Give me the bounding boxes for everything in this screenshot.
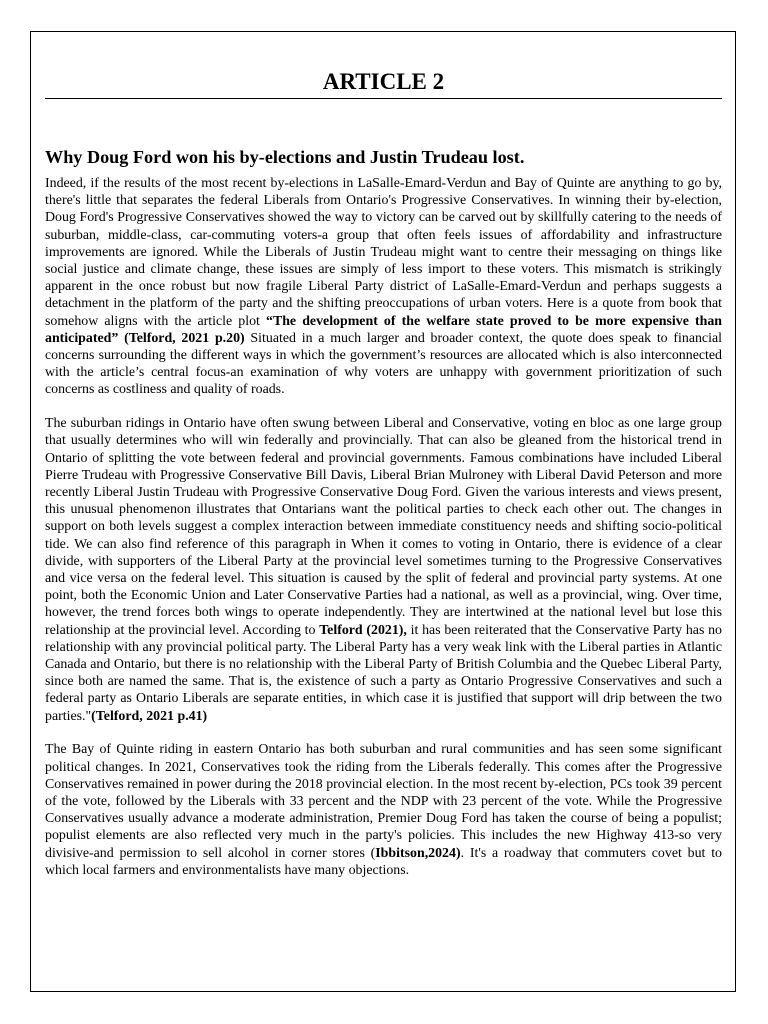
article-title: ARTICLE 2	[45, 66, 722, 99]
paragraph-1-text-b: Situated in a much larger and broader context, the quote does speak to financial concerns surrounding the different ways in which the government’s resources are allocated which is also interconnected with the article’s central focus-an examination of why voters are unhappy with government prioritization of such concerns as costliness and quality of roads.	[45, 330, 722, 398]
paragraph-2	[45, 415, 722, 725]
paragraph-2-text-a: The suburban ridings in Ontario have often swung between Liberal and Conservative, voting en bloc as one large group that usually determines who will win federally and provincially. That can also be gleaned from the historical trend in Ontario of splitting the vote between federal and provincial governments. Famous combinations have included Liberal Pierre Trudeau with Progressive Conservative Bill Davis, Liberal Brian Mulroney with Liberal David Peterson and more recently Liberal Justin Trudeau with Progressive Conservative Doug Ford. Given the various interests and views present, this unusual phenomenon illustrates that Ontarians want the political parties to check each other out. The changes in support on both levels suggest a complex interaction between immediate constituency needs and shifting socio-political tide. We can also find reference of this paragraph in When it comes to voting in Ontario, there is evidence of a clear divide, with supporters of the Liberal Party at the provincial level sometimes turning to the Progressive Conservatives and vice versa on the federal level. This situation is caused by the split of federal and provincial party systems. At one point, both the Economic Union and Later Conservative Parties had a national, as well as a provincial, wing. Over time, however, the trend forces both wings to operate independently. They are intertwined at the national level but lose this relationship at the provincial level. According to	[45, 416, 722, 638]
paragraph-2-citation-telford: Telford (2021),	[319, 622, 407, 638]
paragraph-1	[45, 175, 722, 399]
paragraph-3	[45, 741, 722, 879]
paragraph-3-citation-ibbitson: Ibbitson,2024)	[375, 845, 461, 861]
paragraph-2-citation-page: (Telford, 2021 p.41)	[91, 708, 208, 724]
paragraph-1-text-a: Indeed, if the results of the most recent by-elections in LaSalle-Emard-Verdun and Bay of Quinte are anything to go by, there's little that separates the federal Liberals from Ontario's Progressive Conservatives. In winning their by-election, Doug Ford's Progressive Conservatives showed the way to victory can be carved out by skillfully catering to the needs of suburban, middle-class, car-commuting voters-a group that often feels issues of affordability and infrastructure improvements are ignored. While the Liberals of Justin Trudeau might want to centre their messaging on things like social justice and climate change, these issues are simply of less import to these voters. This mismatch is strikingly apparent in the once robust but now fragile Liberal Party district of LaSalle-Emard-Verdun and perhaps suggests a detachment in the platform of the party and the shifting preoccupations of urban voters. Here is a quote from book that somehow aligns with the article plot	[45, 176, 722, 329]
paragraph-1-quote-citation: “The development of the welfare state proved to be more expensive than anticipated” (Telford, 2021 p.20)	[45, 313, 722, 346]
paragraph-2-text-b: it has been reiterated that the Conservative Party has no relationship with any provincial political party. The Liberal Party has a very weak link with the Liberal parties in Atlantic Canada and Ontario, but there is no relationship with the Liberal Party of British Columbia and the Quebec Liberal Party, since both are named the same. That is, the existence of such a party as Ontario Progressive Conservatives and such a federal party as Ontario Liberals are separate entities, in which case it is justified that support will drip between the two parties."	[45, 622, 722, 724]
paragraph-3-text-b: . It's a roadway that commuters covet but to which local farmers and environmentalists have many objections.	[45, 845, 722, 878]
paragraph-3-text-a: The Bay of Quinte riding in eastern Ontario has both suburban and rural communities and has seen some significant political changes. In 2021, Conservatives took the riding from the Liberals federally. This comes after the Progressive Conservatives remained in power during the 2018 provincial election. In the most recent by-election, PCs took 39 percent of the vote, followed by the Liberals with 33 percent and the NDP with 23 percent of the vote. While the Progressive Conservatives usually advance a moderate administration, Premier Doug Ford has taken the course of being a populist; populist elements are also reflected very much in the party's policies. This includes the new Highway 413-so very divisive-and permission to sell alcohol in corner stores (	[45, 742, 722, 861]
article-body	[45, 66, 722, 895]
article-headline: Why Doug Ford won his by-elections and Justin Trudeau lost.	[45, 147, 525, 167]
